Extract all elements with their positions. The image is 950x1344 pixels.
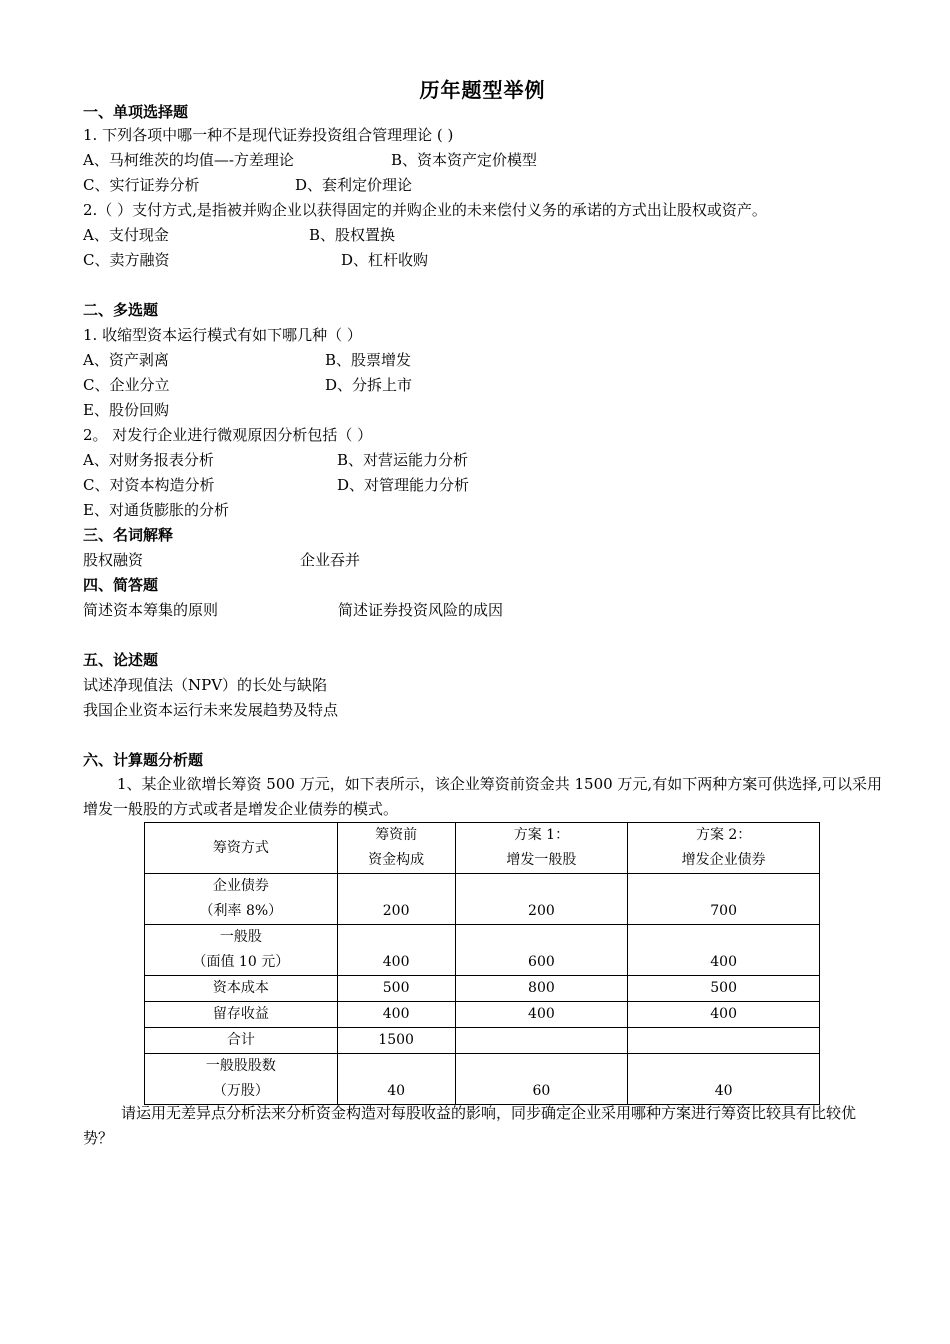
cell-plan-1: [455, 1028, 628, 1054]
table-row: [145, 976, 820, 1002]
header-cell: 方案 1： 增发一般股: [455, 823, 628, 874]
row-label: 企业债券 （利率 8%）: [145, 874, 338, 925]
short-answer-1: 简述资本筹集的原则: [83, 601, 219, 619]
option-e: E、股份回购: [83, 401, 169, 419]
section-heading-calculation: 六、计算题分析题: [83, 751, 204, 769]
option-a: A、马柯维茨的均值—-方差理论: [83, 151, 294, 169]
header-cell: 筹资方式: [145, 823, 338, 874]
short-answer-2: 简述证券投资风险的成因: [338, 601, 504, 619]
option-b: B、资本资产定价模型: [391, 151, 538, 169]
cell-plan-2: 400: [628, 925, 820, 976]
option-row: [83, 474, 470, 496]
option-row: [83, 149, 538, 171]
question-2-2: 2。 对发行企业进行微观原因分析包括（ ）: [83, 426, 373, 444]
option-row: [83, 174, 413, 196]
option-a: A、支付现金: [83, 226, 169, 244]
cell-plan-1: 800: [455, 976, 628, 1002]
question-1-1: 1. 下列各项中哪一种不是现代证券投资组合管理理论 ( ): [83, 126, 454, 144]
option-a: A、资产剥离: [83, 351, 169, 369]
table-row: [145, 925, 820, 976]
option-b: B、对营运能力分析: [337, 451, 469, 469]
option-d: D、分拆上市: [325, 376, 413, 394]
table-row: [145, 1054, 820, 1105]
option-c: C、卖方融资: [83, 251, 170, 269]
question-1-2: 2.（ ）支付方式,是指被并购企业以获得固定的并购企业的未来偿付义务的承诺的方式出让股权或资产。: [83, 201, 767, 219]
cell-plan-2: 500: [628, 976, 820, 1002]
row-label: 一般股 （面值 10 元）: [145, 925, 338, 976]
table-header-row: [145, 823, 820, 874]
term-1: 股权融资: [83, 551, 144, 569]
section-heading-short-answer: 四、简答题: [83, 576, 159, 594]
cell-plan-1: 600: [455, 925, 628, 976]
option-b: B、股票增发: [325, 351, 412, 369]
section-heading-single-choice: 一、单项选择题: [83, 103, 189, 121]
option-d: D、对管理能力分析: [337, 476, 470, 494]
option-d: D、杠杆收购: [341, 251, 429, 269]
cell-plan-1: 200: [455, 874, 628, 925]
header-cell: 筹资前 资金构成: [337, 823, 455, 874]
cell-before: 500: [337, 976, 455, 1002]
table-row: [145, 1002, 820, 1028]
option-c: C、实行证券分析: [83, 176, 200, 194]
row-label: 留存收益: [145, 1002, 338, 1028]
cell-before: 1500: [337, 1028, 455, 1054]
option-c: C、对资本构造分析: [83, 476, 215, 494]
section-heading-terms: 三、名词解释: [83, 526, 174, 544]
option-row: [83, 224, 396, 246]
term-2: 企业吞并: [300, 551, 361, 569]
cell-plan-1: 60: [455, 1054, 628, 1105]
cell-before: 40: [337, 1054, 455, 1105]
short-answer-row: [83, 599, 504, 621]
question-2-1: 1. 收缩型资本运行模式有如下哪几种（ ）: [83, 326, 362, 344]
row-label: 合计: [145, 1028, 338, 1054]
page-title: 历年题型举例: [419, 78, 546, 102]
header-cell: 方案 2： 增发企业债券: [628, 823, 820, 874]
option-b: B、股权置换: [309, 226, 396, 244]
term-row: [83, 549, 361, 571]
financing-table: [144, 822, 820, 1105]
section-heading-multiple-choice: 二、多选题: [83, 301, 159, 319]
option-row: [83, 249, 429, 271]
table-row: [145, 874, 820, 925]
cell-plan-2: [628, 1028, 820, 1054]
option-d: D、套利定价理论: [295, 176, 413, 194]
cell-plan-2: 40: [628, 1054, 820, 1105]
cell-plan-2: 700: [628, 874, 820, 925]
cell-plan-1: 400: [455, 1002, 628, 1028]
option-row: [83, 449, 469, 471]
row-label: 资本成本: [145, 976, 338, 1002]
cell-before: 400: [337, 1002, 455, 1028]
option-a: A、对财务报表分析: [83, 451, 214, 469]
row-label: 一般股股数 （万股）: [145, 1054, 338, 1105]
essay-1: 试述净现值法（NPV）的长处与缺陷: [83, 676, 328, 694]
cell-plan-2: 400: [628, 1002, 820, 1028]
option-c: C、企业分立: [83, 376, 170, 394]
essay-2: 我国企业资本运行未来发展趋势及特点: [83, 701, 339, 719]
option-e: E、对通货膨胀的分析: [83, 501, 229, 519]
table-row: [145, 1028, 820, 1054]
calculation-intro: 1、某企业欲增长筹资 500 万元，如下表所示，该企业筹资前资金共 1500 万元,有如下两种方案可供选择,可以采用增发一般股的方式或者是增发企业债券的模式。: [83, 775, 882, 818]
section-heading-essay: 五、论述题: [83, 651, 159, 669]
option-row: [83, 349, 412, 371]
cell-before: 200: [337, 874, 455, 925]
option-row: [83, 374, 413, 396]
calculation-question: 请运用无差异点分析法来分析资金构造对每股收益的影响，同步确定企业采用哪种方案进行筹资比较具有比较优势？: [83, 1104, 857, 1147]
cell-before: 400: [337, 925, 455, 976]
